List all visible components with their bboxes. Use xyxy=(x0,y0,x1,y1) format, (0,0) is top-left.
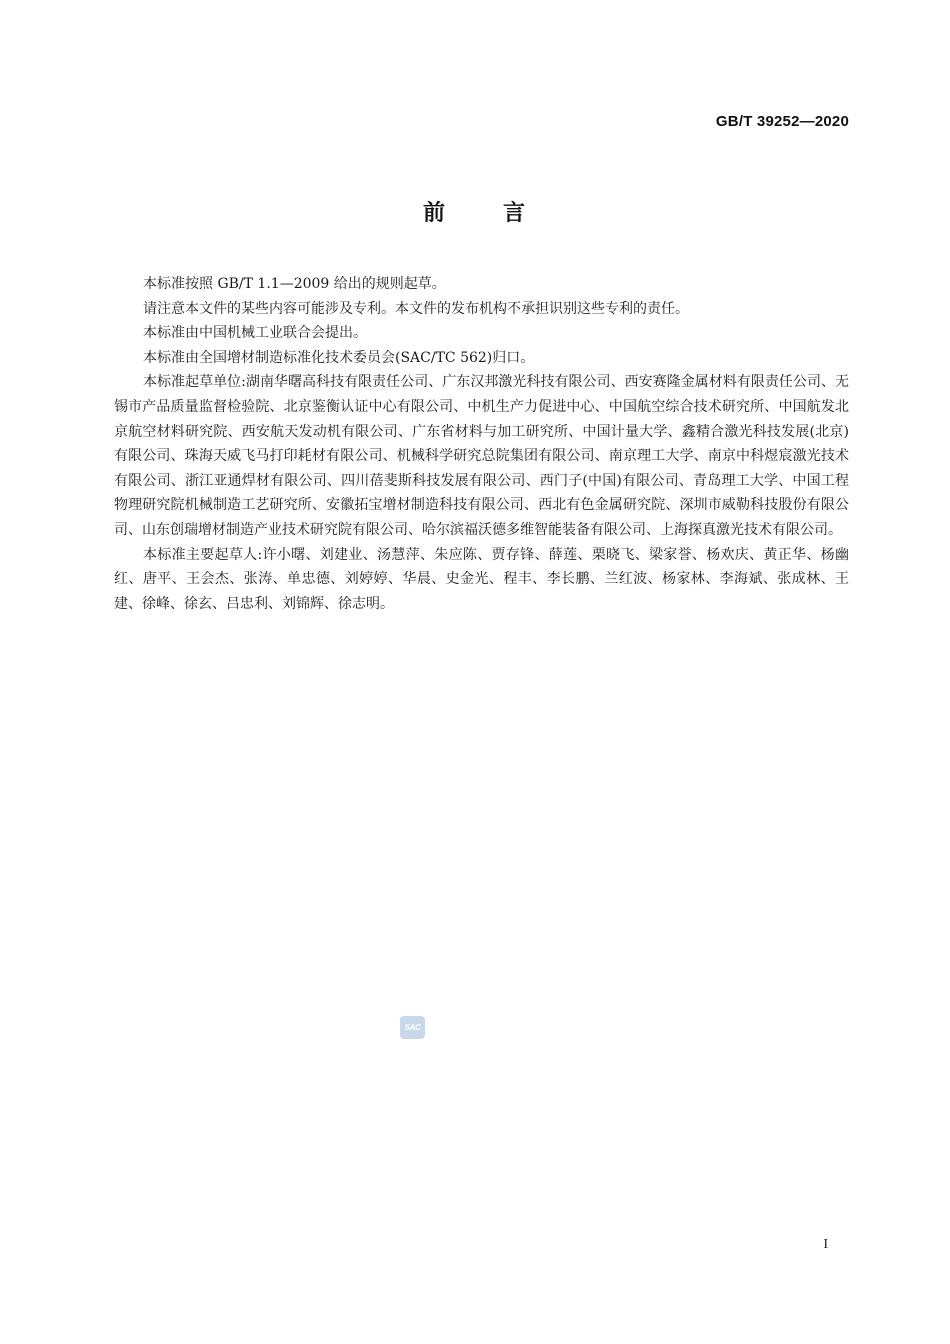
page-number: I xyxy=(823,1237,828,1252)
paragraph-proposer: 本标准由中国机械工业联合会提出。 xyxy=(143,325,367,342)
paragraph-drafting-units: 本标准起草单位:湖南华曙高科技有限责任公司、广东汉邦激光科技有限公司、西安赛隆金属材料有限责任公司、无锡市产品质量监督检验院、北京鉴衡认证中心有限公司、中机生产力促进中心、中国航空综合技术研究所、中国航发北京航空材料研究院、西安航天发动机有限公司、广东省材料与加工研究所、中国计量大学、鑫精合激光科技发展(北京)有限公司、珠海天威飞马打印耗材有限公司、机械科学研究总院集团有限公司、南京理工大学、南京中科煜宸激光技术有限公司、浙江亚通焊材有限公司、四川蓓斐斯科技发展有限公司、西门子(中国)有限公司、青岛理工大学、中国工程物理研究院机械制造工艺研究所、安徽拓宝增材制造科技有限公司、西北有色金属研究院、深圳市威勒科技股份有限公司、山东创瑞增材制造产业技术研究院有限公司、哈尔滨福沃德多维智能装备有限公司、上海探真激光技术有限公司。 xyxy=(114,374,849,538)
sac-logo-watermark: SAC xyxy=(400,1016,425,1039)
foreword-body xyxy=(114,272,849,616)
title-char-1: 前 xyxy=(422,201,447,226)
title-char-2: 言 xyxy=(503,201,528,226)
page-title xyxy=(0,196,950,227)
paragraph-committee: 本标准由全国增材制造标准化技术委员会(SAC/TC 562)归口。 xyxy=(143,349,535,366)
standard-code: GB/T 39252—2020 xyxy=(715,113,849,130)
paragraph-drafting-rules: 本标准按照 GB/T 1.1—2009 给出的规则起草。 xyxy=(143,276,446,292)
paragraph-drafters: 本标准主要起草人:许小曙、刘建业、汤慧萍、朱应陈、贾存锋、薛莲、栗晓飞、梁家誉、杨欢庆、黄正华、杨幽红、唐平、王会杰、张涛、单忠德、刘婷婷、华晨、史金光、程丰、李长鹏、兰红波、杨家林、李海斌、张成林、王建、徐峰、徐玄、吕忠利、刘锦辉、徐志明。 xyxy=(114,546,849,612)
paragraph-patent-notice: 请注意本文件的某些内容可能涉及专利。本文件的发布机构不承担识别这些专利的责任。 xyxy=(143,300,689,317)
